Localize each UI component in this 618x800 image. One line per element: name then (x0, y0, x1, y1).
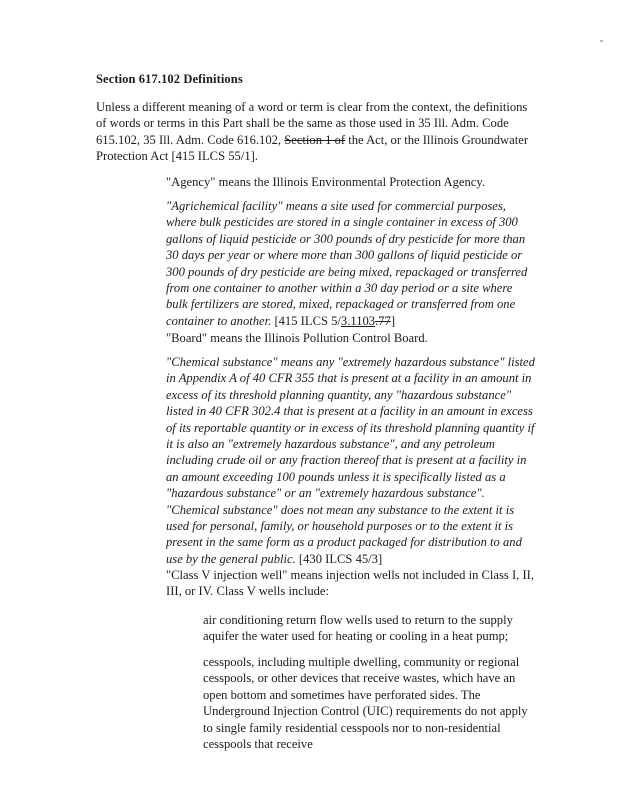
definition-chemical-substance (166, 354, 536, 567)
list-item-cesspools: cesspools, including multiple dwelling, community or regional cesspools, or other devices that receive wastes, which have an open bottom and sometimes have perforated sides. The Underground Injection Control (UIC) requirements do not apply to single family residential cesspools nor to non-residential cesspools that receive (203, 655, 528, 752)
chemical-cite: [430 ILCS 45/3] (295, 551, 383, 566)
agrichemical-cite-post: ] (390, 313, 396, 328)
intro-paragraph (96, 99, 536, 165)
agrichemical-text: "Agrichemical facility" means a site used for commercial purposes, where bulk pesticides are stored in a single container in excess of 300 gallons of liquid pesticide or 300 pounds of dry pesticide for more than 30 days per year or where more than 300 gallons of liquid pesticide or 300 pounds of dry pesticide are being mixed, repackaged or transferred from one container to another within a 30 day period or a site where bulk fertilizers are stored, mixed, repackaged or transferred from one container to another. (166, 199, 528, 328)
chemical-text: "Chemical substance" means any "extremely hazardous substance" listed in Appendix A of 40 CFR 355 that is present at a facility in an amount in excess of its threshold planning quantity, any "hazardous substance" listed in 40 CFR 302.4 that is present at a facility in an amount in excess of its reportable quantity or in excess of its threshold planning quantity if it is also an "extremely hazardous substance", and any petroleum including crude oil or any fraction thereof that is present at a facility in an amount exceeding 100 pounds unless it is specifically listed as a "hazardous substance" or an "extremely hazardous substance". "Chemical substance" does not mean any substance to the extent it is used for personal, family, or household purposes or to the extent it is present in the same form as a product packaged for distribution to and use by the general public. (166, 355, 535, 566)
agrichemical-cite-new: 3.1103 (340, 313, 376, 328)
definition-agency: "Agency" means the Illinois Environmental Protection Agency. (166, 175, 485, 189)
agrichemical-cite-old: .77 (375, 313, 391, 328)
intro-text-2: the Act, or the Illinois Groundwater Protection Act [415 ILCS 55/1]. (96, 132, 529, 164)
section-heading: Section 617.102 Definitions (96, 72, 243, 86)
intro-text-1: Unless a different meaning of a word or term is clear from the context, the definitions of words or terms in this Part shall be the same as those used in 35 Ill. Adm. Code 615.102, 35 Ill. Adm. Code 616.102, (96, 100, 528, 147)
definition-class-v-injection-well: "Class V injection well" means injection wells not included in Class I, II, III, or IV. Class V wells include: (166, 568, 534, 599)
agrichemical-cite-pre: [415 ILCS 5/ (271, 313, 341, 328)
definition-agrichemical-facility (166, 198, 536, 329)
intro-struck-text: Section 1 of (284, 132, 346, 147)
scan-speck (600, 40, 603, 42)
list-item-air-conditioning: air conditioning return flow wells used to return to the supply aquifer the water used for heating or cooling in a heat pump; (203, 613, 513, 644)
definition-board: "Board" means the Illinois Pollution Control Board. (166, 331, 428, 345)
